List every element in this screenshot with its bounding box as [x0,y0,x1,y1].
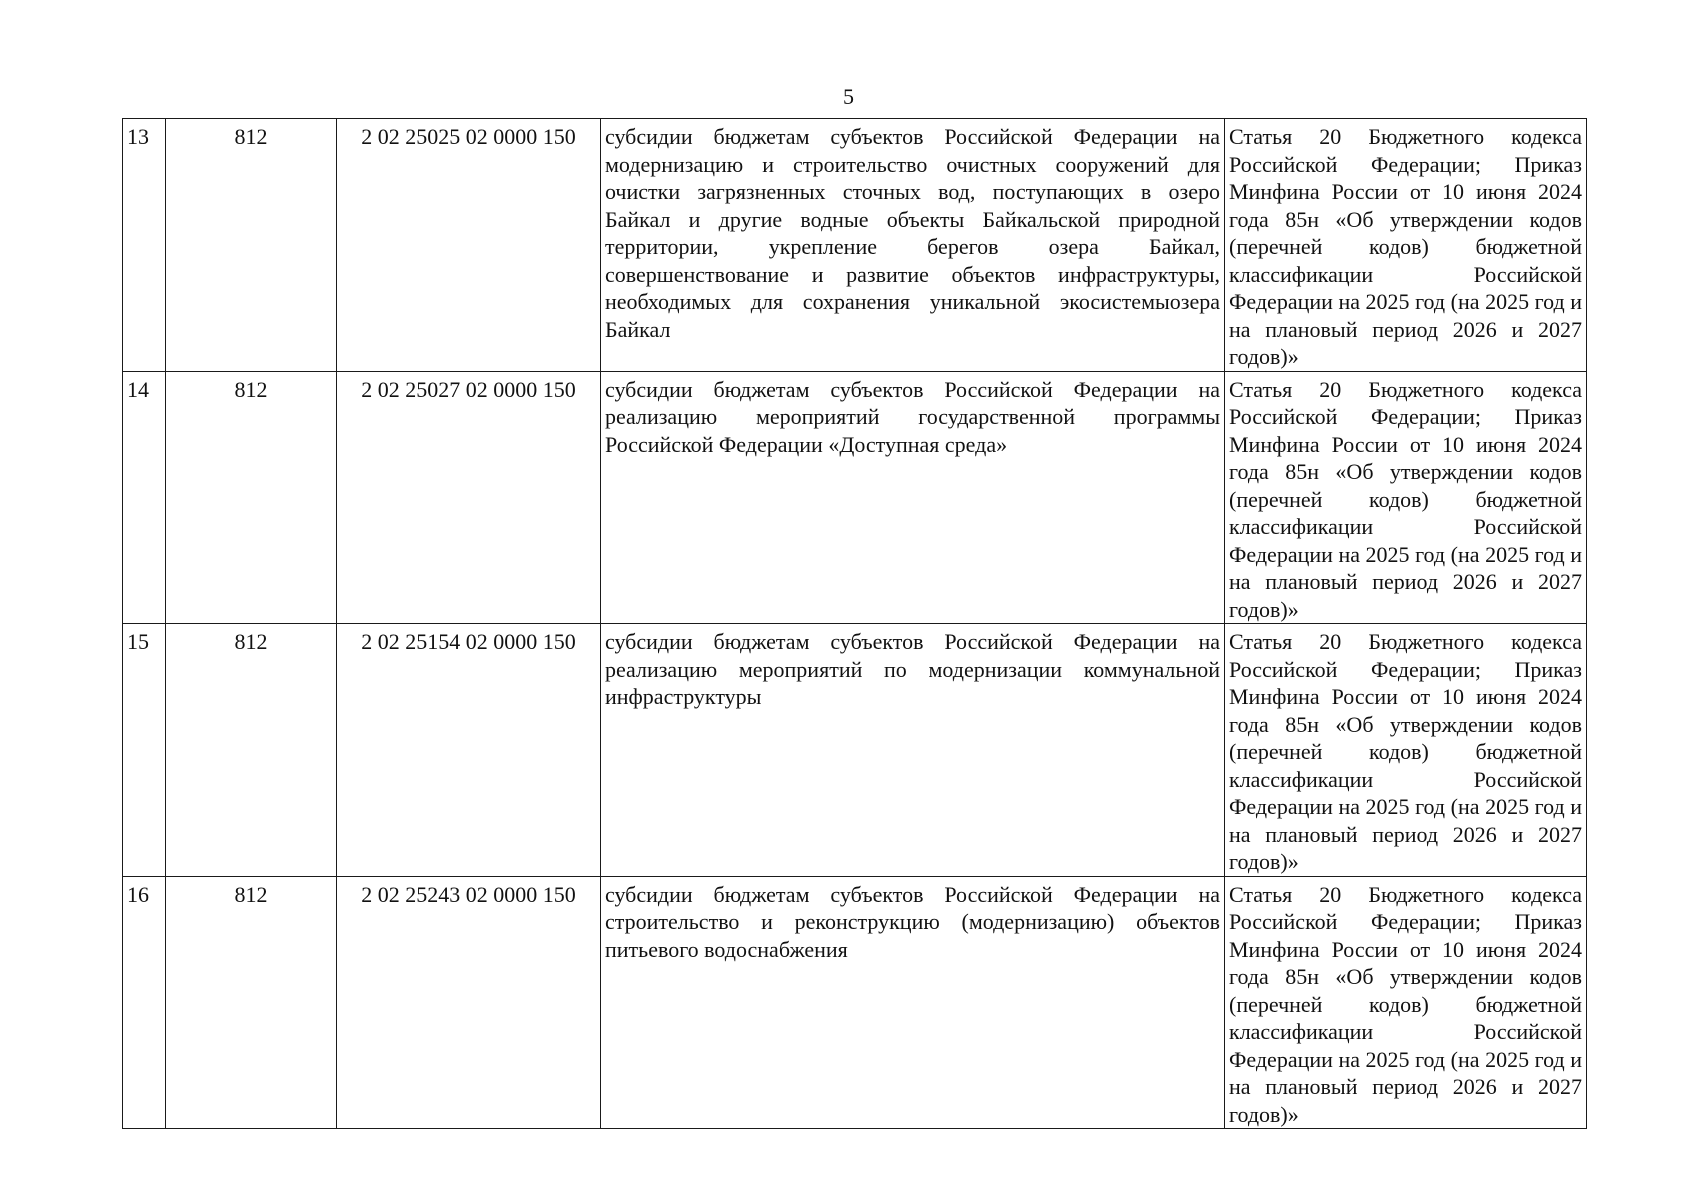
table-row [123,371,1587,624]
row-number-cell: 16 [123,876,166,1129]
row-number-cell: 14 [123,371,166,624]
page-number: 5 [843,84,854,109]
revenue-name-cell: субсидии бюджетам субъектов Российской Федерации на реализацию мероприятий государственной программы Российской Федерации «Доступная среда» [601,371,1225,624]
legal-basis-cell: Статья 20 Бюджетного кодекса Российской Федерации; Приказ Минфина России от 10 июня 2024 года 85н «Об утверждении кодов (перечней кодов) бюджетной классификации Российской Федерации на 2025 год (на 2025 год и на плановый период 2026 и 2027 годов)» [1225,119,1587,372]
budget-code-cell: 2 02 25027 02 0000 150 [337,371,601,624]
table-row [123,624,1587,877]
admin-code-cell: 812 [166,371,337,624]
legal-basis-cell: Статья 20 Бюджетного кодекса Российской Федерации; Приказ Минфина России от 10 июня 2024 года 85н «Об утверждении кодов (перечней кодов) бюджетной классификации Российской Федерации на 2025 год (на 2025 год и на плановый период 2026 и 2027 годов)» [1225,624,1587,877]
table-row [123,119,1587,372]
row-number-cell: 13 [123,119,166,372]
admin-code-cell: 812 [166,624,337,877]
budget-code-cell: 2 02 25025 02 0000 150 [337,119,601,372]
admin-code-cell: 812 [166,119,337,372]
row-number-cell: 15 [123,624,166,877]
revenue-name-cell: субсидии бюджетам субъектов Российской Федерации на строительство и реконструкцию (модернизацию) объектов питьевого водоснабжения [601,876,1225,1129]
legal-basis-cell: Статья 20 Бюджетного кодекса Российской Федерации; Приказ Минфина России от 10 июня 2024 года 85н «Об утверждении кодов (перечней кодов) бюджетной классификации Российской Федерации на 2025 год (на 2025 год и на плановый период 2026 и 2027 годов)» [1225,876,1587,1129]
admin-code-cell: 812 [166,876,337,1129]
table-row [123,876,1587,1129]
revenue-name-cell: субсидии бюджетам субъектов Российской Федерации на реализацию мероприятий по модернизации коммунальной инфраструктуры [601,624,1225,877]
budget-codes-table [122,118,1587,1129]
budget-code-cell: 2 02 25243 02 0000 150 [337,876,601,1129]
legal-basis-cell: Статья 20 Бюджетного кодекса Российской Федерации; Приказ Минфина России от 10 июня 2024 года 85н «Об утверждении кодов (перечней кодов) бюджетной классификации Российской Федерации на 2025 год (на 2025 год и на плановый период 2026 и 2027 годов)» [1225,371,1587,624]
budget-code-cell: 2 02 25154 02 0000 150 [337,624,601,877]
revenue-name-cell: субсидии бюджетам субъектов Российской Федерации на модернизацию и строительство очистных сооружений для очистки загрязненных сточных вод, поступающих в озеро Байкал и другие водные объекты Байкальской природной территории, укрепление берегов озера Байкал, совершенствование и развитие объектов инфраструктуры, необходимых для сохранения уникальной экосистемыозера Байкал [601,119,1225,372]
